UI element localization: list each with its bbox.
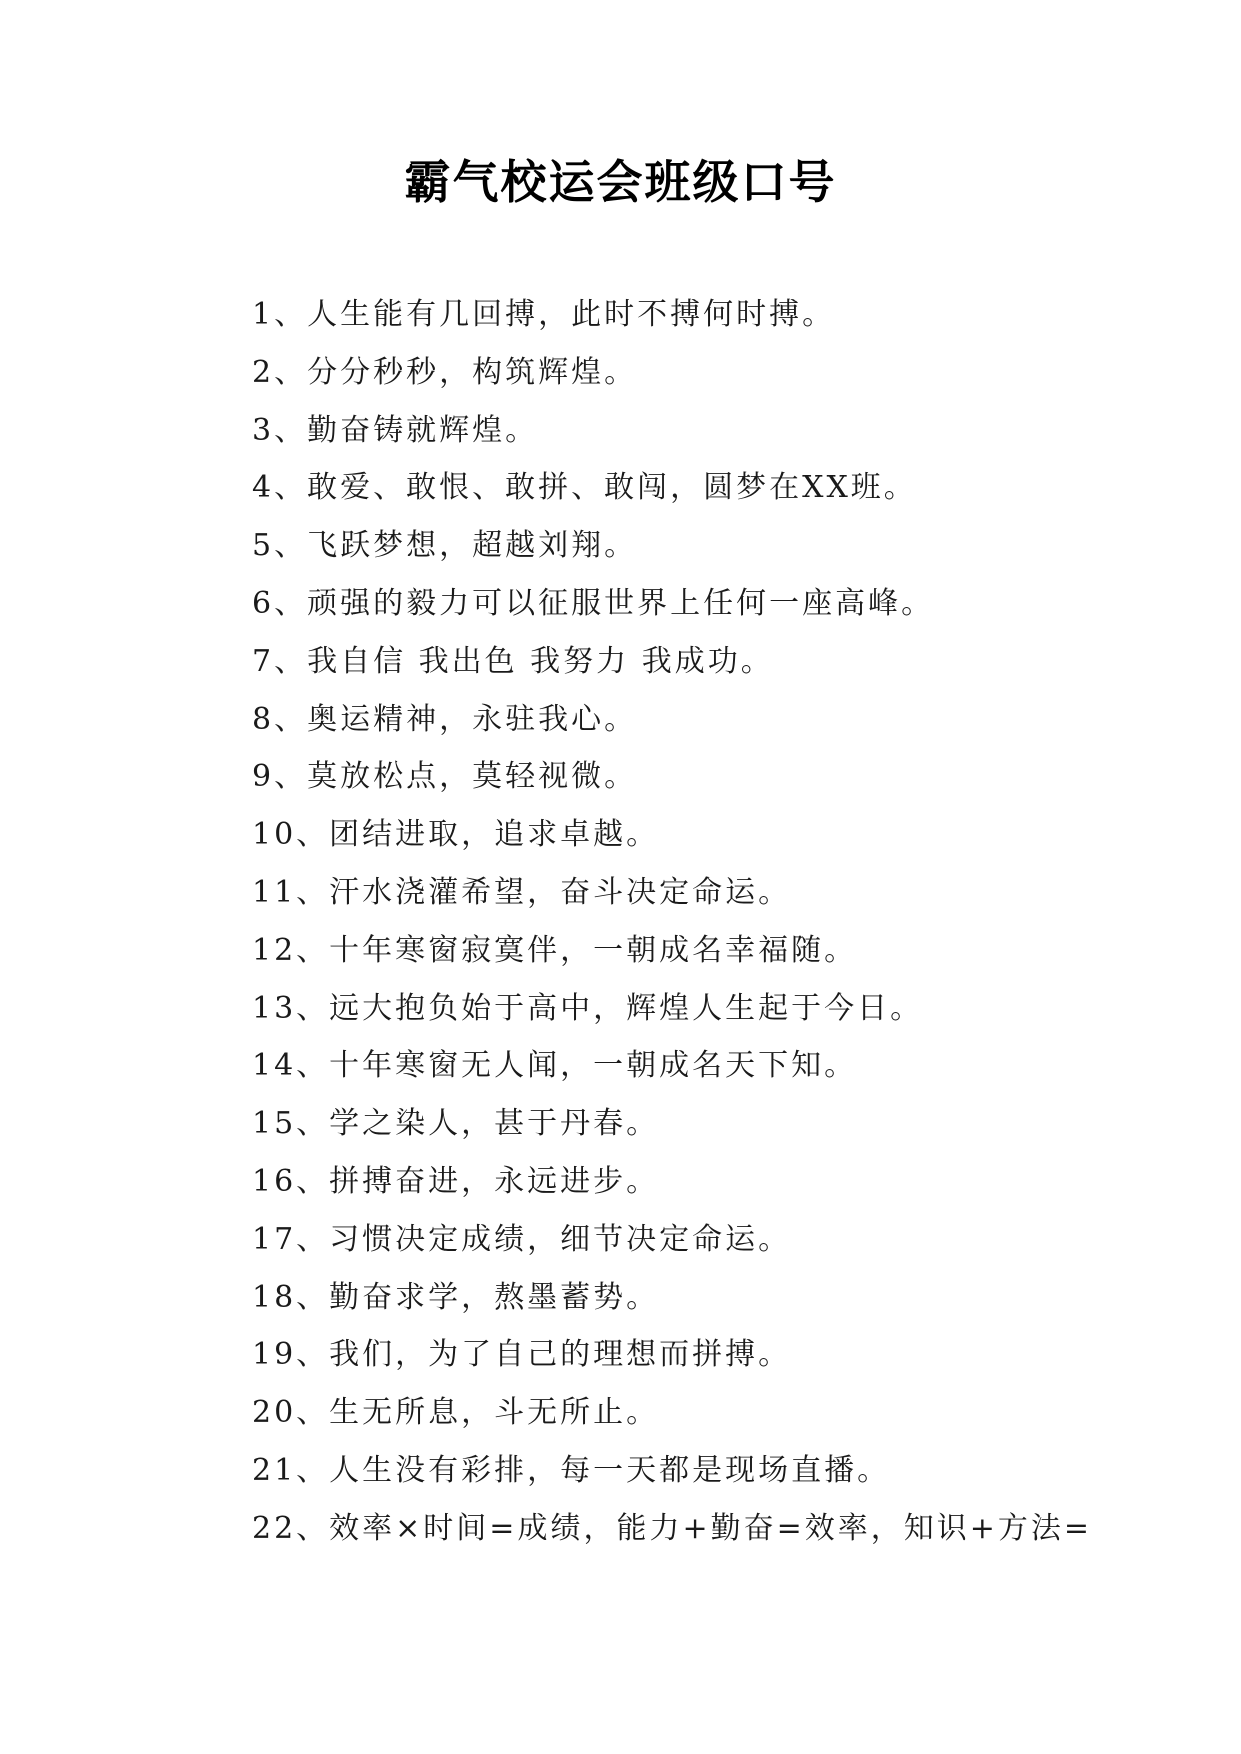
slogan-item-20: 20、生无所息，斗无所止。 (252, 1395, 660, 1431)
slogan-item-19: 19、我们，为了自己的理想而拼搏。 (252, 1337, 792, 1373)
slogan-item-3: 3、勤奋铸就辉煌。 (252, 412, 539, 448)
slogan-item-12: 12、十年寒窗寂寞伴，一朝成名幸福随。 (252, 932, 858, 968)
slogan-item-2: 2、分分秒秒，构筑辉煌。 (252, 354, 638, 390)
slogan-item-8: 8、奥运精神，永驻我心。 (252, 701, 638, 737)
document-title: 霸气校运会班级口号 (404, 155, 837, 209)
slogan-item-4: 4、敢爱、敢恨、敢拼、敢闯，圆梦在XX班。 (252, 470, 917, 506)
slogan-item-5: 5、飞跃梦想，超越刘翔。 (252, 528, 638, 564)
slogan-item-11: 11、汗水浇灌希望，奋斗决定命运。 (252, 874, 792, 910)
slogan-item-7: 7、我自信 我出色 我努力 我成功。 (252, 643, 774, 679)
slogan-item-16: 16、拼搏奋进，永远进步。 (252, 1163, 660, 1199)
slogan-item-9: 9、莫放松点，莫轻视微。 (252, 759, 638, 795)
slogan-item-15: 15、学之染人，甚于丹春。 (252, 1106, 660, 1142)
slogan-item-1: 1、人生能有几回搏，此时不搏何时搏。 (252, 297, 836, 332)
slogan-item-18: 18、勤奋求学，熬墨蓄势。 (252, 1279, 660, 1315)
slogan-item-10: 10、团结进取，追求卓越。 (252, 817, 660, 853)
slogan-item-21: 21、人生没有彩排，每一天都是现场直播。 (252, 1452, 891, 1488)
slogan-item-17: 17、习惯决定成绩，细节决定命运。 (252, 1221, 792, 1257)
slogan-item-13: 13、远大抱负始于高中，辉煌人生起于今日。 (252, 990, 924, 1026)
slogan-item-22: 22、效率×时间=成绩，能力+勤奋=效率，知识+方法= (252, 1510, 1092, 1546)
slogan-list (252, 286, 1152, 1558)
slogan-item-14: 14、十年寒窗无人闻，一朝成名天下知。 (252, 1048, 858, 1084)
slogan-item-6: 6、顽强的毅力可以征服世界上任何一座高峰。 (252, 585, 935, 621)
